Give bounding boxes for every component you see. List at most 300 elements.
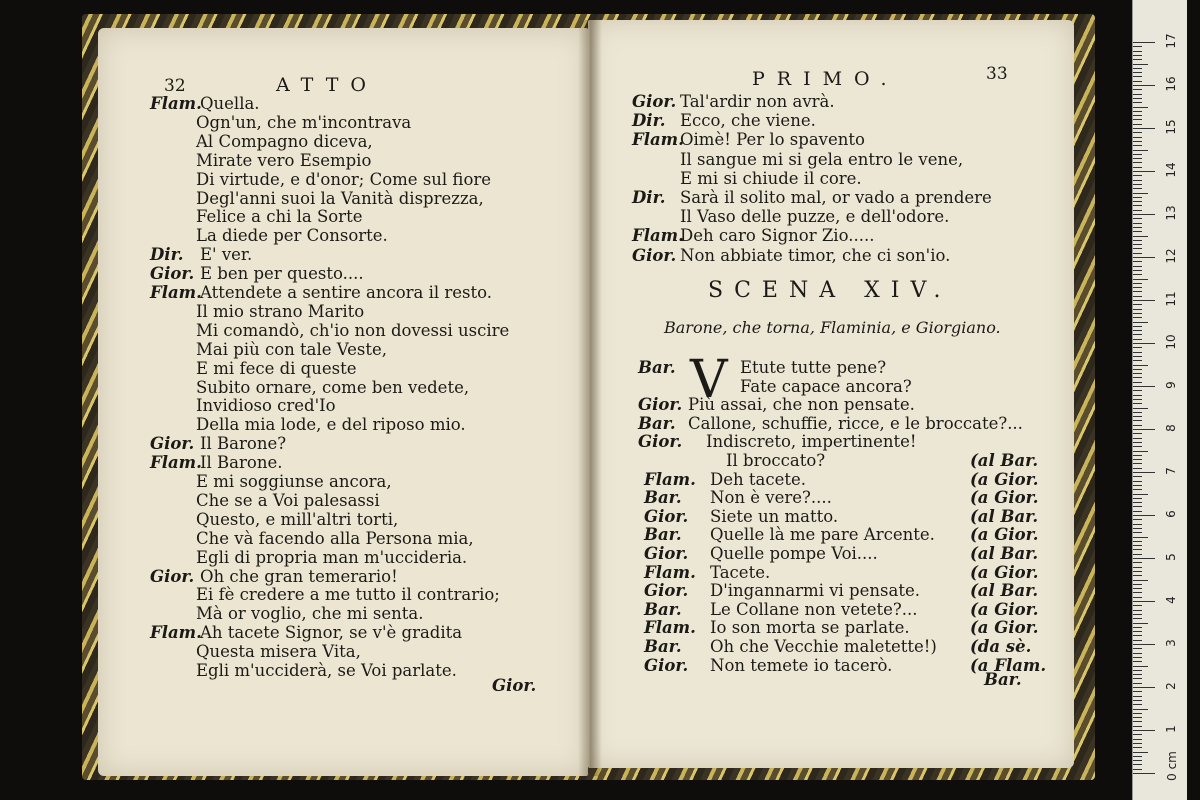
verse-line: Questa misera Vita, bbox=[196, 642, 361, 662]
ruler-tick bbox=[1133, 184, 1142, 185]
speaker-label: Gior. bbox=[632, 92, 677, 111]
ruler-label: 3 bbox=[1164, 639, 1178, 647]
ruler-tick bbox=[1133, 64, 1148, 65]
ruler-tick bbox=[1133, 644, 1155, 645]
verse-line: Che se a Voi palesassi bbox=[196, 490, 380, 510]
ruler-tick bbox=[1133, 193, 1148, 194]
ruler-tick bbox=[1133, 150, 1148, 151]
verse-line: Indiscreto, impertinente! bbox=[706, 432, 917, 452]
ruler-tick bbox=[1133, 575, 1142, 576]
stage-direction: (a Flam. bbox=[970, 655, 1047, 675]
page-number: 33 bbox=[986, 64, 1008, 84]
left-page bbox=[98, 28, 588, 776]
ruler-tick bbox=[1133, 339, 1142, 340]
catchword: Bar. bbox=[984, 670, 1022, 689]
ruler-tick bbox=[1133, 270, 1142, 271]
ruler-tick bbox=[1133, 132, 1142, 133]
ruler-tick bbox=[1133, 588, 1142, 589]
verse-line: Le Collane non vetete?... bbox=[710, 599, 918, 619]
ruler-tick bbox=[1133, 481, 1142, 482]
ruler-tick bbox=[1133, 713, 1142, 714]
ruler-tick bbox=[1133, 420, 1142, 421]
ruler-tick bbox=[1133, 343, 1155, 344]
verse-line: Felice a chi la Sorte bbox=[196, 207, 363, 227]
ruler-tick bbox=[1133, 154, 1142, 155]
verse-line: Etute tutte pene? bbox=[740, 358, 887, 377]
ruler-tick bbox=[1133, 446, 1142, 447]
speaker-label: Flam. bbox=[150, 623, 202, 643]
ruler-label: 13 bbox=[1164, 205, 1178, 221]
ruler-tick bbox=[1133, 373, 1142, 374]
ruler-label: 5 bbox=[1164, 553, 1178, 561]
verse-line: Il Vaso delle puzze, e dell'odore. bbox=[680, 207, 950, 227]
ruler-tick bbox=[1133, 614, 1142, 615]
ruler-tick bbox=[1133, 773, 1155, 774]
verse-line: Tacete. bbox=[710, 562, 771, 582]
ruler-tick bbox=[1133, 700, 1142, 701]
ruler-tick bbox=[1133, 739, 1142, 740]
speaker-label: Gior. bbox=[632, 245, 677, 265]
ruler-label: 16 bbox=[1164, 76, 1178, 92]
verse-line: Invidioso cred'Io bbox=[196, 396, 336, 416]
ruler-tick bbox=[1133, 85, 1155, 86]
verse-line: E mi soggiunse ancora, bbox=[196, 472, 392, 491]
ruler-tick bbox=[1133, 382, 1142, 383]
verse-line: Ogn'un, che m'incontrava bbox=[196, 112, 412, 132]
verse-line: Tal'ardir non avrà. bbox=[680, 92, 835, 111]
ruler-tick bbox=[1133, 631, 1142, 632]
verse-line: Non abbiate timor, che ci son'io. bbox=[680, 245, 951, 265]
verse-line: Siete un matto. bbox=[710, 506, 839, 526]
speaker-label: Flam. bbox=[150, 94, 202, 113]
ruler-tick bbox=[1133, 455, 1142, 456]
speaker-label: Flam. bbox=[150, 453, 202, 473]
ruler-tick bbox=[1133, 283, 1142, 284]
scene-title: SCENA XIV. bbox=[708, 278, 952, 303]
ruler-tick bbox=[1133, 291, 1142, 292]
speaker-label: Gior. bbox=[638, 432, 683, 452]
verse-line: Oh che Vecchie maletette!) bbox=[710, 637, 937, 656]
ruler-tick bbox=[1133, 769, 1142, 770]
ruler-tick bbox=[1133, 377, 1142, 378]
stage-direction: (da sè. bbox=[970, 637, 1032, 656]
ruler-label: 8 bbox=[1164, 424, 1178, 432]
verse-line: Egli m'ucciderà, se Voi parlate. bbox=[196, 661, 457, 680]
ruler-tick bbox=[1133, 326, 1142, 327]
ruler-tick bbox=[1133, 403, 1142, 404]
verse-line: E mi fece di queste bbox=[196, 358, 357, 378]
ruler-label: 0 cm bbox=[1165, 751, 1179, 781]
ruler-tick bbox=[1133, 451, 1148, 452]
ruler-tick bbox=[1133, 506, 1142, 507]
ruler-tick bbox=[1133, 678, 1142, 679]
ruler-tick bbox=[1133, 266, 1142, 267]
ruler-tick bbox=[1133, 395, 1142, 396]
speaker-label: Gior. bbox=[638, 395, 683, 415]
ruler-label: 4 bbox=[1164, 596, 1178, 604]
stage-direction: (a Gior. bbox=[970, 599, 1039, 619]
ruler-tick bbox=[1133, 558, 1155, 559]
ruler-tick bbox=[1133, 167, 1142, 168]
ruler-label: 1 bbox=[1164, 725, 1178, 733]
verse-line: Deh tacete. bbox=[710, 469, 806, 489]
ruler-tick bbox=[1133, 524, 1142, 525]
verse-line: Deh caro Signor Zio..... bbox=[680, 226, 875, 246]
speaker-label: Gior. bbox=[150, 566, 195, 586]
ruler-tick bbox=[1133, 610, 1142, 611]
speaker-label: Dir. bbox=[632, 111, 666, 131]
ruler-tick bbox=[1133, 605, 1142, 606]
verse-line: E' ver. bbox=[200, 245, 253, 265]
ruler-tick bbox=[1133, 201, 1142, 202]
page-number: 32 bbox=[164, 76, 186, 96]
ruler-tick bbox=[1133, 42, 1155, 43]
ruler-tick bbox=[1133, 567, 1142, 568]
ruler-tick bbox=[1133, 494, 1148, 495]
ruler-tick bbox=[1133, 386, 1155, 387]
ruler-label: 12 bbox=[1164, 248, 1178, 264]
verse-line: Quella. bbox=[200, 94, 260, 113]
ruler-label: 10 bbox=[1164, 334, 1178, 350]
ruler-tick bbox=[1133, 330, 1142, 331]
speaker-label: Gior. bbox=[644, 655, 689, 675]
ruler-tick bbox=[1133, 352, 1142, 353]
ruler-tick bbox=[1133, 261, 1142, 262]
verse-line: Di virtude, e d'onor; Come sul fiore bbox=[196, 169, 492, 189]
ruler-tick bbox=[1133, 752, 1148, 753]
ruler-tick bbox=[1133, 175, 1142, 176]
ruler-tick bbox=[1133, 76, 1142, 77]
verse-line: Più assai, che non pensate. bbox=[688, 395, 915, 415]
stage-direction: (al Bar. bbox=[970, 451, 1039, 470]
ruler-tick bbox=[1133, 218, 1142, 219]
ruler-tick bbox=[1133, 618, 1142, 619]
ruler-tick bbox=[1133, 476, 1142, 477]
ruler-tick bbox=[1133, 674, 1142, 675]
verse-line: E ben per questo.... bbox=[200, 264, 364, 284]
ruler-tick bbox=[1133, 279, 1148, 280]
book-gutter bbox=[578, 20, 602, 776]
verse-line: Mirate vero Esempio bbox=[196, 150, 372, 170]
ruler-tick bbox=[1133, 188, 1142, 189]
measurement-ruler bbox=[1132, 0, 1187, 800]
verse-line: Il Barone? bbox=[200, 434, 287, 454]
stage-direction: (a Gior. bbox=[970, 469, 1039, 489]
ruler-tick bbox=[1133, 687, 1155, 688]
ruler-tick bbox=[1133, 356, 1142, 357]
ruler-tick bbox=[1133, 554, 1142, 555]
speaker-label: Gior. bbox=[150, 264, 195, 284]
ruler-tick bbox=[1133, 511, 1142, 512]
ruler-tick bbox=[1133, 214, 1155, 215]
ruler-tick bbox=[1133, 597, 1142, 598]
verse-line: Non temete io tacerò. bbox=[710, 655, 893, 675]
ruler-tick bbox=[1133, 472, 1155, 473]
speaker-label: Bar. bbox=[644, 525, 682, 545]
speaker-label: Gior. bbox=[644, 544, 689, 563]
ruler-tick bbox=[1133, 257, 1155, 258]
speaker-label: Bar. bbox=[644, 599, 682, 619]
ruler-tick bbox=[1133, 468, 1142, 469]
ruler-tick bbox=[1133, 111, 1142, 112]
verse-line: Questo, e mill'altri torti, bbox=[196, 509, 399, 529]
verse-line: Ei fè credere a me tutto il contrario; bbox=[196, 585, 500, 605]
ruler-tick bbox=[1133, 236, 1148, 237]
ruler-tick bbox=[1133, 390, 1142, 391]
ruler-tick bbox=[1133, 502, 1142, 503]
ruler-tick bbox=[1133, 726, 1142, 727]
ruler-tick bbox=[1133, 408, 1148, 409]
verse-line: Che và facendo alla Persona mia, bbox=[196, 528, 474, 548]
verse-line: La diede per Consorte. bbox=[196, 226, 388, 246]
ruler-tick bbox=[1133, 519, 1142, 520]
ruler-tick bbox=[1133, 369, 1142, 370]
ruler-tick bbox=[1133, 158, 1142, 159]
ruler-tick bbox=[1133, 709, 1148, 710]
verse-line: Il broccato? bbox=[726, 451, 826, 470]
ruler-tick bbox=[1133, 197, 1142, 198]
ruler-tick bbox=[1133, 137, 1142, 138]
ruler-tick bbox=[1133, 489, 1142, 490]
verse-line: Subito ornare, come ben vedete, bbox=[196, 377, 470, 397]
ruler-tick bbox=[1133, 683, 1142, 684]
verse-line: D'ingannarmi vi pensate. bbox=[710, 581, 920, 601]
ruler-tick bbox=[1133, 433, 1142, 434]
ruler-tick bbox=[1133, 532, 1142, 533]
ruler-tick bbox=[1133, 248, 1142, 249]
ruler-tick bbox=[1133, 562, 1142, 563]
speaker-label: Gior. bbox=[150, 434, 195, 454]
verse-line: Ecco, che viene. bbox=[680, 111, 816, 131]
verse-line: Oh che gran temerario! bbox=[200, 566, 398, 586]
speaker-label: Flam. bbox=[644, 562, 696, 582]
verse-line: Il mio strano Marito bbox=[196, 301, 365, 321]
ruler-tick bbox=[1133, 360, 1142, 361]
ruler-tick bbox=[1133, 485, 1142, 486]
ruler-tick bbox=[1133, 580, 1148, 581]
ruler-tick bbox=[1133, 205, 1142, 206]
ruler-tick bbox=[1133, 107, 1148, 108]
ruler-tick bbox=[1133, 102, 1142, 103]
ruler-tick bbox=[1133, 231, 1142, 232]
ruler-tick bbox=[1133, 653, 1142, 654]
ruler-tick bbox=[1133, 51, 1142, 52]
verse-line: Degl'anni suoi la Vanità disprezza, bbox=[196, 188, 484, 208]
stage-direction: (a Gior. bbox=[970, 488, 1039, 508]
ruler-tick bbox=[1133, 72, 1142, 73]
scene-characters: Barone, che torna, Flaminia, e Giorgiano. bbox=[664, 318, 1001, 337]
ruler-tick bbox=[1133, 55, 1142, 56]
ruler-tick bbox=[1133, 734, 1142, 735]
ruler-tick bbox=[1133, 584, 1142, 585]
ruler-tick bbox=[1133, 730, 1155, 731]
ruler-tick bbox=[1133, 416, 1142, 417]
verse-line: Oimè! Per lo spavento bbox=[680, 130, 865, 150]
verse-line: Attendete a sentire ancora il resto. bbox=[200, 283, 493, 302]
ruler-tick bbox=[1133, 425, 1142, 426]
stage-direction: (al Bar. bbox=[970, 544, 1039, 563]
ruler-tick bbox=[1133, 347, 1142, 348]
ruler-label: 17 bbox=[1164, 33, 1178, 49]
ruler-tick bbox=[1133, 115, 1142, 116]
ruler-tick bbox=[1133, 171, 1155, 172]
ruler-tick bbox=[1133, 528, 1142, 529]
ruler-tick bbox=[1133, 704, 1142, 705]
ruler-tick bbox=[1133, 541, 1142, 542]
ruler-tick bbox=[1133, 98, 1142, 99]
verse-line: Il sangue mi si gela entro le vene, bbox=[680, 149, 964, 169]
ruler-tick bbox=[1133, 128, 1155, 129]
ruler-tick bbox=[1133, 549, 1142, 550]
verse-line: Quelle pompe Voi.... bbox=[710, 544, 878, 563]
ruler-tick bbox=[1133, 592, 1142, 593]
ruler-tick bbox=[1133, 322, 1148, 323]
stage-direction: (al Bar. bbox=[970, 581, 1039, 601]
verse-line: Non è vere?.... bbox=[710, 488, 832, 508]
ruler-label: 6 bbox=[1164, 510, 1178, 518]
verse-line: Sarà il solito mal, or vado a prendere bbox=[680, 188, 992, 207]
ruler-tick bbox=[1133, 296, 1142, 297]
ruler-tick bbox=[1133, 601, 1155, 602]
ruler-tick bbox=[1133, 666, 1148, 667]
ruler-tick bbox=[1133, 223, 1142, 224]
verse-line: Il Barone. bbox=[200, 453, 283, 473]
ruler-tick bbox=[1133, 399, 1142, 400]
verse-line: Mi comandò, ch'io non dovessi uscire bbox=[196, 320, 510, 340]
ruler-tick bbox=[1133, 180, 1142, 181]
ruler-tick bbox=[1133, 287, 1142, 288]
ruler-tick bbox=[1133, 317, 1142, 318]
ruler-tick bbox=[1133, 244, 1142, 245]
ruler-tick bbox=[1133, 545, 1142, 546]
ruler-tick bbox=[1133, 145, 1142, 146]
speaker-label: Gior. bbox=[644, 506, 689, 526]
ruler-label: 7 bbox=[1164, 467, 1178, 475]
ruler-tick bbox=[1133, 648, 1142, 649]
ruler-tick bbox=[1133, 313, 1142, 314]
ruler-tick bbox=[1133, 124, 1142, 125]
running-head: ATTO bbox=[276, 74, 378, 96]
ruler-tick bbox=[1133, 657, 1142, 658]
ruler-tick bbox=[1133, 68, 1142, 69]
stage-direction: (al Bar. bbox=[970, 506, 1039, 526]
ruler-tick bbox=[1133, 640, 1142, 641]
running-head: PRIMO. bbox=[752, 68, 899, 90]
ruler-tick bbox=[1133, 764, 1142, 765]
stage-direction: (a Gior. bbox=[970, 618, 1039, 638]
verse-line: Mai più con tale Veste, bbox=[196, 339, 388, 359]
ruler-tick bbox=[1133, 227, 1142, 228]
ruler-tick bbox=[1133, 253, 1142, 254]
verse-line: Ah tacete Signor, se v'è gradita bbox=[200, 623, 463, 643]
ruler-tick bbox=[1133, 119, 1142, 120]
ruler-tick bbox=[1133, 670, 1142, 671]
ruler-tick bbox=[1133, 304, 1142, 305]
verse-line: Io son morta se parlate. bbox=[710, 618, 910, 638]
speaker-label: Bar. bbox=[644, 637, 682, 656]
ruler-tick bbox=[1133, 717, 1142, 718]
ruler-tick bbox=[1133, 623, 1148, 624]
ruler-tick bbox=[1133, 59, 1142, 60]
ruler-tick bbox=[1133, 365, 1148, 366]
ruler-tick bbox=[1133, 210, 1142, 211]
ruler-tick bbox=[1133, 571, 1142, 572]
ruler-label: 11 bbox=[1164, 291, 1178, 307]
verse-line: Fate capace ancora? bbox=[740, 376, 912, 396]
speaker-label: Flam. bbox=[632, 226, 684, 246]
right-page bbox=[588, 20, 1074, 768]
ruler-tick bbox=[1133, 274, 1142, 275]
ruler-tick bbox=[1133, 537, 1148, 538]
speaker-label: Dir. bbox=[150, 245, 184, 265]
ruler-tick bbox=[1133, 760, 1142, 761]
ruler-tick bbox=[1133, 94, 1142, 95]
ruler-tick bbox=[1133, 635, 1142, 636]
speaker-label: Flam. bbox=[644, 469, 696, 489]
ruler-label: 9 bbox=[1164, 381, 1178, 389]
verse-line: Della mia lode, e del riposo mio. bbox=[196, 415, 466, 435]
ruler-tick bbox=[1133, 429, 1155, 430]
speaker-label: Bar. bbox=[644, 488, 682, 508]
ruler-label: 2 bbox=[1164, 682, 1178, 690]
ruler-tick bbox=[1133, 627, 1142, 628]
speaker-label: Bar. bbox=[638, 358, 676, 377]
ruler-tick bbox=[1133, 498, 1142, 499]
ruler-tick bbox=[1133, 412, 1142, 413]
ruler-tick bbox=[1133, 162, 1142, 163]
catchword: Gior. bbox=[492, 676, 537, 695]
speaker-label: Flam. bbox=[644, 618, 696, 638]
speaker-label: Gior. bbox=[644, 581, 689, 601]
ruler-tick bbox=[1133, 309, 1142, 310]
speaker-label: Dir. bbox=[632, 188, 666, 207]
verse-line: Callone, schuffie, ricce, e le broccate?... bbox=[688, 413, 1023, 433]
verse-line: E mi si chiude il core. bbox=[680, 168, 862, 188]
ruler-label: 15 bbox=[1164, 119, 1178, 135]
ruler-tick bbox=[1133, 463, 1142, 464]
stage-direction: (a Gior. bbox=[970, 525, 1039, 545]
speaker-label: Flam. bbox=[632, 130, 684, 150]
ruler-tick bbox=[1133, 696, 1142, 697]
ruler-tick bbox=[1133, 661, 1142, 662]
verse-line: Quelle là me pare Arcente. bbox=[710, 525, 935, 545]
ruler-tick bbox=[1133, 459, 1142, 460]
verse-line: Mà or voglio, che mi senta. bbox=[196, 604, 424, 624]
ruler-tick bbox=[1133, 721, 1142, 722]
ruler-tick bbox=[1133, 300, 1155, 301]
ruler-tick bbox=[1133, 81, 1142, 82]
speaker-label: Flam. bbox=[150, 283, 202, 302]
ruler-label: 14 bbox=[1164, 162, 1178, 178]
ruler-tick bbox=[1133, 747, 1142, 748]
verse-line: Al Compagno diceva, bbox=[196, 131, 373, 151]
drop-cap: V bbox=[690, 350, 728, 410]
ruler-tick bbox=[1133, 438, 1142, 439]
stage-direction: (a Gior. bbox=[970, 562, 1039, 582]
speaker-label: Bar. bbox=[638, 413, 676, 433]
ruler-tick bbox=[1133, 89, 1142, 90]
ruler-tick bbox=[1133, 743, 1142, 744]
ruler-tick bbox=[1133, 691, 1142, 692]
ruler-tick bbox=[1133, 334, 1142, 335]
ruler-tick bbox=[1133, 46, 1142, 47]
ruler-tick bbox=[1133, 141, 1142, 142]
ruler-tick bbox=[1133, 756, 1142, 757]
verse-line: Egli di propria man m'uccideria. bbox=[196, 547, 468, 567]
ruler-tick bbox=[1133, 240, 1142, 241]
ruler-tick bbox=[1133, 442, 1142, 443]
ruler-tick bbox=[1133, 515, 1155, 516]
